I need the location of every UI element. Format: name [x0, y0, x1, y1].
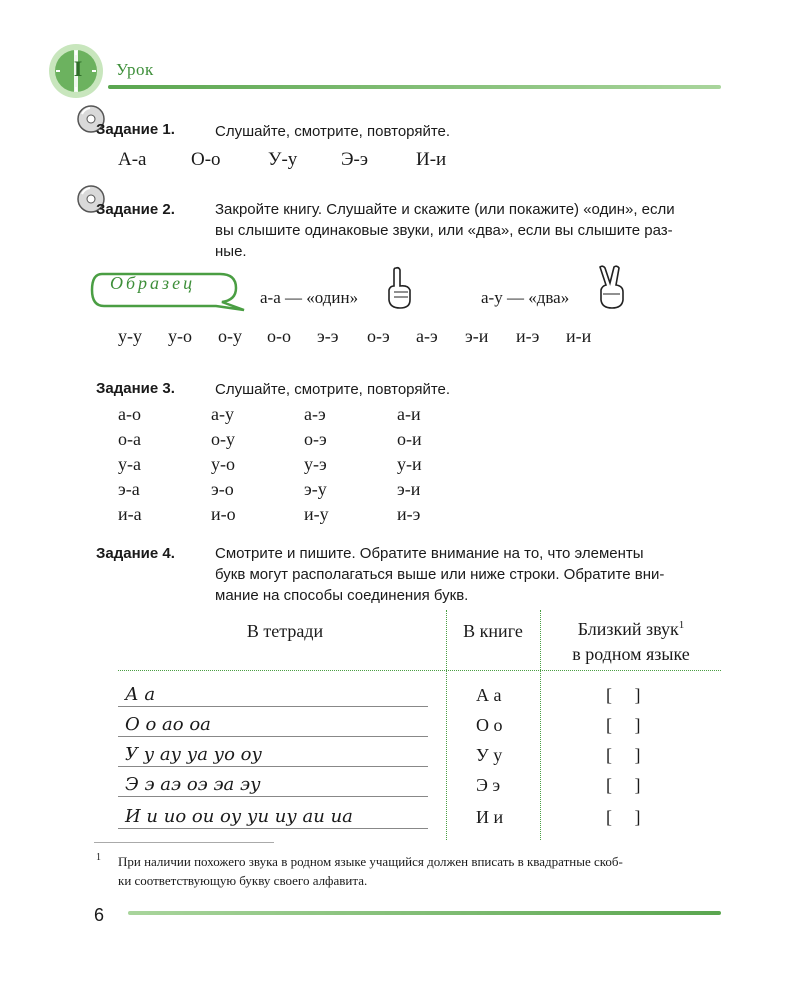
grid-cell: э-и [397, 479, 421, 499]
grid-cell: и-а [118, 504, 142, 524]
answer-brackets: [ ] [606, 807, 641, 827]
task4-text-line: мание на способы соединения букв. [215, 587, 469, 604]
lesson-numeral: I [73, 56, 83, 81]
footer-rule [128, 911, 721, 915]
header-divider [118, 670, 721, 671]
book-letters: И и [476, 807, 504, 827]
grid-cell: а-о [118, 404, 141, 424]
cursive-sample: А а [125, 684, 156, 705]
book-letters: Э э [476, 775, 501, 795]
writing-line [118, 706, 428, 707]
column-divider [540, 610, 541, 840]
grid-cell: э-у [304, 479, 327, 499]
footnote-divider [94, 842, 274, 843]
grid-cell: у-а [118, 454, 141, 474]
page-number: 6 [94, 905, 105, 925]
cursive-sample: О о ао оа [125, 714, 211, 735]
writing-line [118, 736, 428, 737]
pair: и-э [516, 326, 540, 346]
pair: у-о [168, 326, 192, 346]
writing-line [118, 766, 428, 767]
grid-cell: и-о [211, 504, 236, 524]
header-similar-sound [545, 619, 717, 640]
task2-label: Задание 2. [96, 201, 175, 218]
pair: э-и [465, 326, 489, 346]
header-similar-line1: Близкий звук [577, 619, 679, 639]
task3-label: Задание 3. [96, 380, 175, 397]
task1-letter: О-о [191, 149, 221, 170]
grid-cell: о-а [118, 429, 141, 449]
grid-cell: у-э [304, 454, 327, 474]
cursive-sample: Э э аэ оэ эа эу [125, 774, 261, 795]
pair: и-и [566, 326, 592, 346]
header-book: В книге [463, 621, 523, 641]
pair: а-э [416, 326, 438, 346]
pair: э-э [317, 326, 339, 346]
cursive-sample: У у ау уа уо оу [125, 744, 262, 765]
sample-label: Образец [110, 273, 196, 293]
task1-text: Слушайте, смотрите, повторяйте. [215, 123, 451, 140]
answer-brackets: [ ] [606, 775, 641, 795]
pair: о-э [367, 326, 390, 346]
pair: о-о [267, 326, 291, 346]
pair: о-у [218, 326, 242, 346]
footnote-ref: 1 [678, 619, 685, 631]
task3-text: Слушайте, смотрите, повторяйте. [215, 381, 451, 398]
header-similar-line2: в родном языке [572, 644, 690, 664]
grid-cell: и-э [397, 504, 421, 524]
writing-line [118, 828, 428, 829]
task4-text-line: Смотрите и пишите. Обратите внимание на то, что элементы [215, 545, 644, 562]
task2-text-line: Закройте книгу. Слушайте и скажите (или покажите) «один», если [215, 201, 675, 218]
sample-one: а-а — «один» [260, 288, 359, 307]
task1-letter: Э-э [341, 149, 369, 170]
header-rule [108, 85, 721, 89]
grid-cell: э-о [211, 479, 234, 499]
task1-letter: И-и [416, 149, 447, 170]
task2-text-line: ные. [215, 243, 247, 260]
footnote-line: ки соответствующую букву своего алфавита. [118, 873, 368, 888]
book-letters: У у [476, 745, 503, 765]
answer-brackets: [ ] [606, 715, 641, 735]
grid-cell: у-и [397, 454, 422, 474]
grid-cell: у-о [211, 454, 235, 474]
grid-cell: э-а [118, 479, 140, 499]
column-divider [446, 610, 447, 840]
grid-cell: а-э [304, 404, 326, 424]
hand-two-fingers-icon [594, 264, 628, 310]
grid-cell: о-и [397, 429, 422, 449]
book-letters: О о [476, 715, 503, 735]
hand-one-finger-icon [384, 266, 414, 310]
task2-text-line: вы слышите одинаковые звуки, или «два», если вы слышите раз- [215, 222, 673, 239]
footnote-mark: 1 [96, 852, 101, 863]
task1-label: Задание 1. [96, 121, 175, 138]
book-letters: А а [476, 685, 502, 705]
answer-brackets: [ ] [606, 745, 641, 765]
task4-text-line: букв могут располагаться выше или ниже строки. Обратите вни- [215, 566, 665, 583]
task4-label: Задание 4. [96, 545, 175, 562]
lesson-title: Урок [116, 60, 154, 79]
footnote-line: При наличии похожего звука в родном языке учащийся должен вписать в квадратные скоб- [118, 854, 623, 869]
sample-two: а-у — «два» [481, 288, 570, 307]
grid-cell: а-и [397, 404, 421, 424]
header-notebook: В тетради [246, 621, 324, 641]
answer-brackets: [ ] [606, 685, 641, 705]
grid-cell: а-у [211, 404, 234, 424]
grid-cell: и-у [304, 504, 329, 524]
grid-cell: о-э [304, 429, 327, 449]
writing-line [118, 796, 428, 797]
task1-letter: У-у [268, 149, 298, 170]
cursive-sample: И и ио ои оу уи иу аи иа [125, 806, 353, 827]
task1-letter: А-а [118, 149, 147, 170]
pair: у-у [118, 326, 142, 346]
grid-cell: о-у [211, 429, 235, 449]
